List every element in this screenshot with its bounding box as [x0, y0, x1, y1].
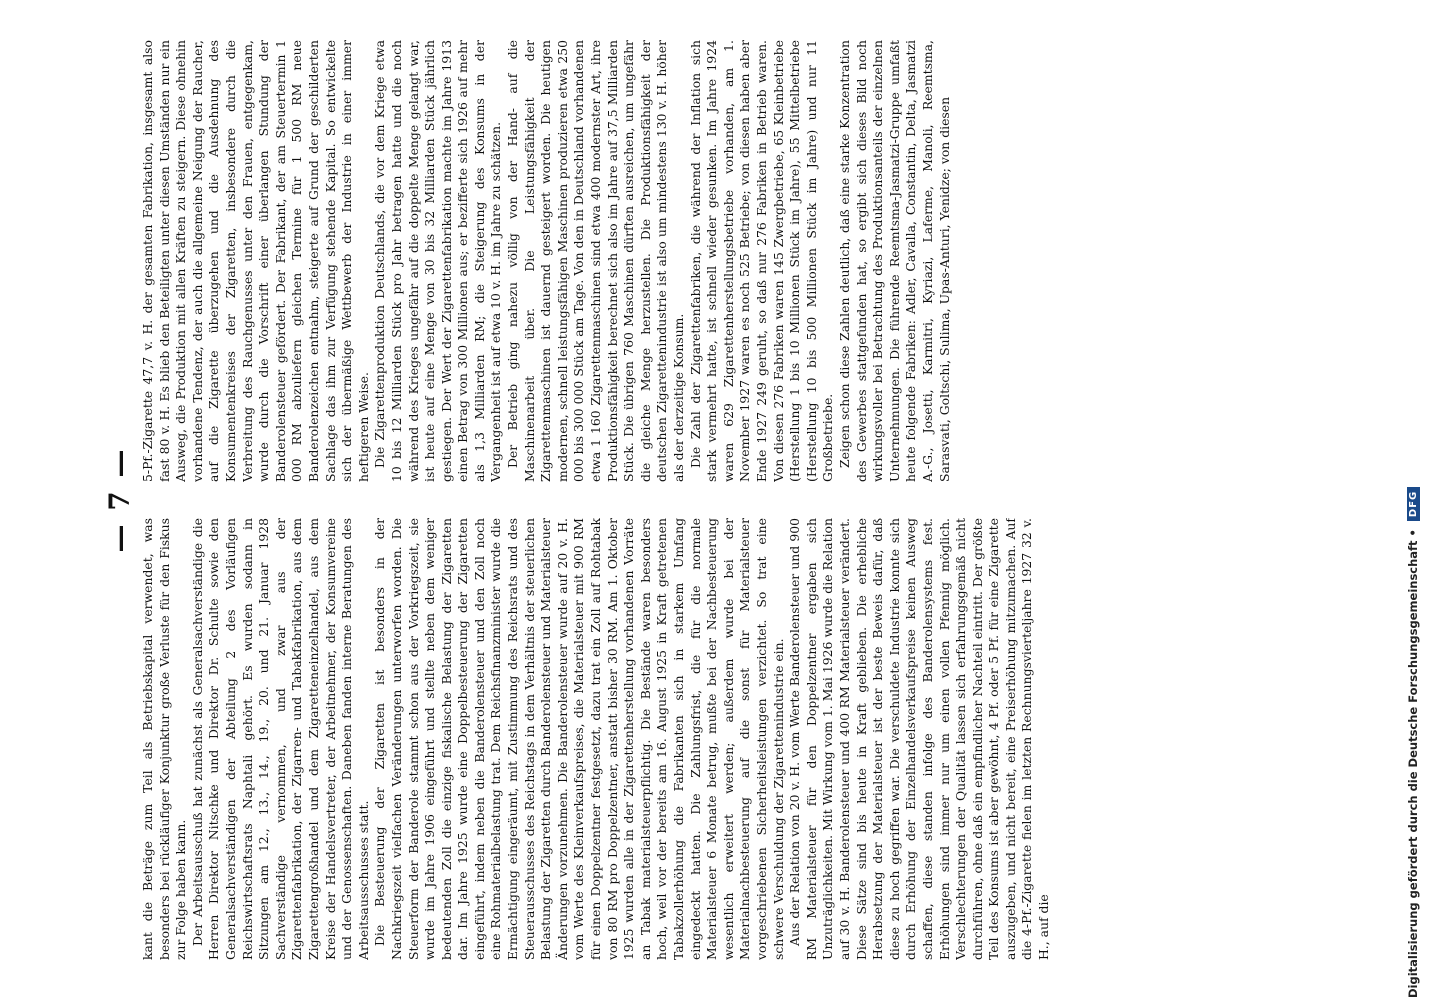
paragraph: Der Betrieb ging nahezu völlig von der Hand- auf die Maschinenarbeit über. Die Leistungsfähigkeit der Zigarettenmaschinen ist dauernd gesteigert worden. Die heutigen modernen, schnell leistungsfähigen Maschinen produzieren etwa 250 000 bis 300 000 Stück am Tage. Von den in Deutschland vorhandenen etwa 1 160 Zigarettenmaschinen sind etwa 400 modernster Art, ihre Produktionsfähigkeit berechnet sich also im Jahre auf 37,5 Milliarden Stück. Die übrigen 760 Maschinen dürften ausreichen, um ungefähr die gleiche Menge herzustellen. Die Produktionsfähigkeit der deutschen Zigarettenindustrie ist also um mindestens 130 v. H. höher als der derzeitige Konsum.	[505, 40, 686, 482]
paragraph: kant die Beträge zum Teil als Betriebskapital verwendet, was besonders bei rückläufiger Konjunktur große Verluste für den Fiskus zur Folge haben kann.	[140, 518, 189, 960]
digitization-credit-text: Digitalisierung gefördert durch die Deutsche Forschungsgemeinschaft •	[1406, 529, 1420, 998]
paragraph: Die Zahl der Zigarettenfabriken, die während der Inflation sich stark vermehrt hatte, ist schnell wieder gesunken. Im Jahre 1924 waren 629 Zigarettenherstellungsbetriebe vorhanden, am 1. November 1927 waren es noch 525 Betriebe; von diesen haben aber Ende 1927 249 geruht, so daß nur 276 Fabriken in Betrieb waren. Von diesen 276 Fabriken waren 145 Zwergbetriebe, 65 Kleinbetriebe (Herstellung 1 bis 10 Millionen Stück im Jahre), 55 Mittelbetriebe (Herstellung 10 bis 500 Millionen Stück im Jahre) und nur 11 Großbetriebe.	[687, 40, 836, 482]
page-number: — 7 —	[103, 447, 136, 553]
rotated-document-page	[100, 40, 1300, 960]
dfg-logo: DFG	[1407, 487, 1420, 521]
paragraph: 5-Pf.-Zigarette 47,7 v. H. der gesamten Fabrikation, insgesamt also fast 80 v. H. Es blieb den Beteiligten unter diesen Umständen nur ein Ausweg, die Produktion mit allen Kräften zu steigern. Diese ohnehin vorhandene Tendenz, der auch die allgemeine Neigung der Raucher, auf die Zigarette überzugehen und die Ausdehnung des Konsumentenkreises der Zigaretten, insbesondere durch die Verbreitung des Rauchgenusses unter den Frauen, entgegenkam, wurde durch die Vorschrift einer überlangen Stundung der Banderolensteuer gefördert. Der Fabrikant, der am Steuertermin 1 000 RM abzuliefern gleichen Termine für 1 500 RM neue Banderolenzeichen entnahm, steigerte auf Grund der geschilderten Sachlage das ihm zur Verfügung stehende Kapital. So entwickelte sich der übermäßige Wettbewerb der Industrie in einer immer heftigeren Weise.	[140, 40, 371, 482]
paragraph: Aus der Relation von 20 v. H. vom Werte Banderolensteuer und 900 RM Materialsteuer für den Doppelzentner ergaben sich Unzuträglichkeiten. Mit Wirkung vom 1. Mai 1926 wurde die Relation auf 30 v. H. Banderolensteuer und 400 RM Materialsteuer verändert. Diese Sätze sind bis heute in Kraft geblieben. Die erhebliche Herabsetzung der Materialsteuer ist der beste Beweis dafür, daß diese zu hoch gegriffen war. Die verschuldete Industrie konnte sich durch Erhöhung der Einzelhandelsverkaufspreise keinen Ausweg schaffen, diese standen infolge des Banderolensystems fest. Erhöhungen sind immer nur um einen vollen Pfennig möglich. Verschlechterungen der Qualität lassen sich erfahrungsgemäß nicht durchführen, ohne daß ein empfindlicher Nachteil eintritt. Der größte Teil des Konsums ist aber gewöhnt, 4 Pf. oder 5 Pf. für eine Zigarette auszugeben, und nicht bereit, eine Preiserhöhung mitzumachen. Auf die 4-Pf.-Zigarette fielen im letzten Rechnungsvierteljahre 1927 32 v. H., auf die	[787, 518, 1052, 960]
paragraph: Der Arbeitsausschuß hat zunächst als Generalsachverständige die Herren Direktor Nitschke und Direktor Dr. Schulte sowie den Generalsachverständigen der Abteilung 2 des Vorläufigen Reichswirtschaftsrats Naphtali gehört. Es wurden sodann in Sitzungen am 12., 13., 14., 19., 20. und 21. Januar 1928 Sachverständige vernommen, und zwar aus der Zigarettenfabrikation, der Zigarren- und Tabakfabrikation, aus dem Zigarettengroßhandel und dem Zigaretteneinzelhandel, aus dem Kreise der Handelsvertreter, der Arbeitnehmer, der Konsumvereine und der Genossenschaften. Daneben fanden interne Beratungen des Arbeitsausschusses statt.	[189, 518, 371, 960]
paragraph: Die Besteuerung der Zigaretten ist besonders in der Nachkriegszeit vielfachen Veränderungen unterworfen worden. Die Steuerform der Banderole stammt schon aus der Vorkriegszeit, sie wurde im Jahre 1906 eingeführt und stellte neben dem weniger bedeutenden Zoll die einzige fiskalische Belastung der Zigaretten dar. Im Jahre 1925 wurde eine Doppelbesteuerung der Zigaretten eingeführt, indem neben die Banderolensteuer und den Zoll noch eine Rohmaterialbelastung trat. Dem Reichsfinanzminister wurde die Ermächtigung eingeräumt, mit Zustimmung des Reichsrats und des Steuerausschusses des Reichstags in dem Verhältnis der steuerlichen Belastung der Zigaretten durch Banderolensteuer und Materialsteuer Änderungen vorzunehmen. Die Banderolensteuer wurde auf 20 v. H. vom Werte des Kleinverkaufspreises, die Materialsteuer mit 900 RM für einen Doppelzentner festgesetzt, dazu trat ein Zoll auf Rohtabak von 80 RM pro Doppelzentner, anstatt bisher 30 RM. Am 1. Oktober 1925 wurden alle in der Zigarettenherstellung vorhandenen Vorräte an Tabak materialsteuerpflichtig. Die Bestände waren besonders hoch, weil vor der bereits am 16. August 1925 in Kraft getretenen Tabakzollerhöhung die Fabrikanten sich in starkem Umfang eingedeckt hatten. Die Zahlungsfrist, die für die normale Materialsteuer 6 Monate betrug, mußte bei der Nachbesteuerung wesentlich erweitert werden; außerdem wurde bei der Materialnachbesteuerung auf die sonst für Materialsteuer vorgeschriebenen Sicherheitsleistungen verzichtet. So trat eine schwere Verschuldung der Zigarettenindustrie ein.	[372, 518, 786, 960]
paragraph: Die Zigarettenproduktion Deutschlands, die vor dem Kriege etwa 10 bis 12 Milliarden Stück pro Jahr betragen hatte und die noch während des Krieges ungefähr auf die doppelte Menge gelangt war, ist heute auf eine Menge von 30 bis 32 Milliarden Stück jährlich gestiegen. Der Wert der Zigarettenfabrikation machte im Jahre 1913 einen Betrag von 300 Millionen aus; er bezifferte sich 1926 auf mehr als 1,3 Milliarden RM; die Steigerung des Konsums in der Vergangenheit ist auf etwa 10 v. H. im Jahre zu schätzen.	[372, 40, 504, 482]
left-text-column	[140, 518, 1170, 960]
right-text-column	[140, 40, 1170, 482]
digitization-credit-stamp	[1400, 18, 1426, 998]
paragraph: Zeigen schon diese Zahlen deutlich, daß eine starke Konzentration des Gewerbes stattgefunden hat, so ergibt sich dieses Bild noch wirkungsvoller bei Betrachtung des Produktionsanteils der einzelnen Unternehmungen. Die führende Reemtsma-Jasmatzi-Gruppe umfaßt heute folgende Fabriken: Adler, Cavalla, Constantin, Delta, Jasmatzi A.-G., Josetti, Karmitri, Kyriazi, Laferme, Manoli, Reemtsma, Sarasvati, Goltschi, Sulima, Upas-Anturi, Yenidze; von diesen	[836, 40, 952, 482]
